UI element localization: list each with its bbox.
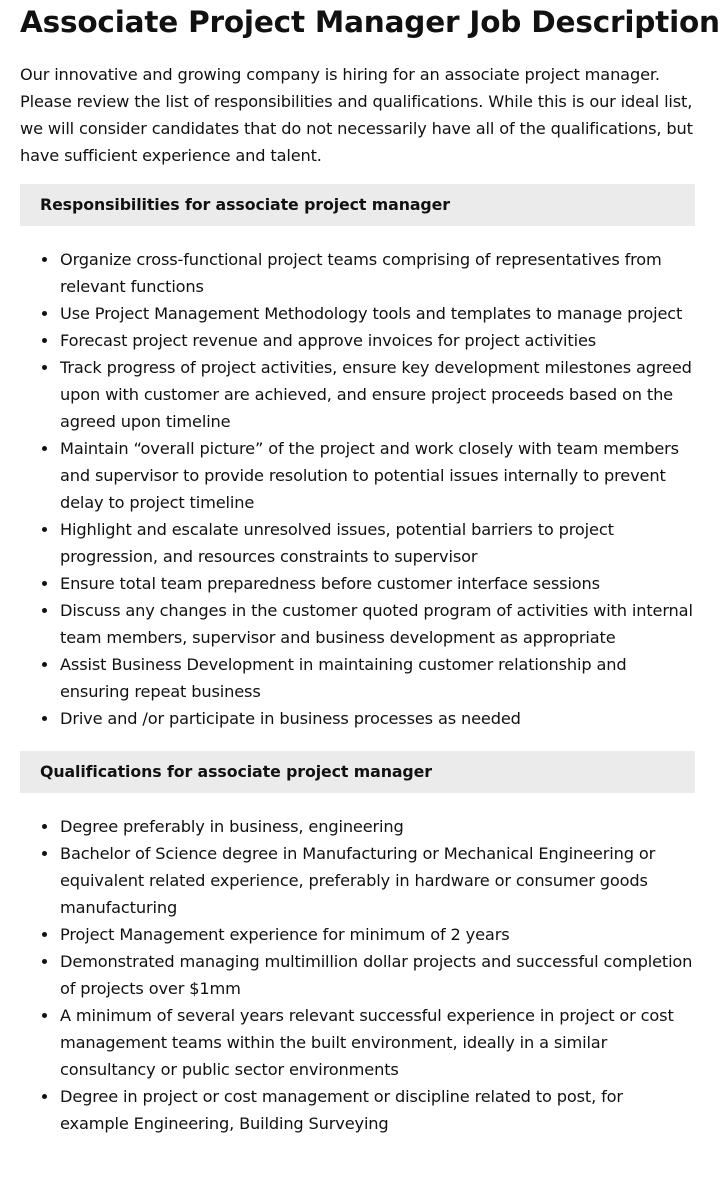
page-title: Associate Project Manager Job Description — [20, 5, 720, 39]
responsibility-item: Use Project Management Methodology tools and templates to manage project — [20, 300, 695, 327]
qualification-item: Degree preferably in business, engineering — [20, 813, 695, 840]
responsibilities-heading: Responsibilities for associate project manager — [20, 184, 695, 226]
responsibility-item: Forecast project revenue and approve invoices for project activities — [20, 327, 695, 354]
qualification-item: A minimum of several years relevant successful experience in project or cost management teams within the built environment, ideally in a similar consultancy or public sector environments — [20, 1002, 695, 1083]
responsibility-item: Ensure total team preparedness before customer interface sessions — [20, 570, 695, 597]
responsibility-item: Highlight and escalate unresolved issues, potential barriers to project progression, and resources constraints to supervisor — [20, 516, 695, 570]
qualification-item: Degree in project or cost management or discipline related to post, for example Engineering, Building Surveying — [20, 1083, 695, 1137]
qualification-item: Bachelor of Science degree in Manufacturing or Mechanical Engineering or equivalent related experience, preferably in hardware or consumer goods manufacturing — [20, 840, 695, 921]
responsibility-item: Organize cross-functional project teams comprising of representatives from relevant functions — [20, 246, 695, 300]
responsibility-item: Assist Business Development in maintaining customer relationship and ensuring repeat business — [20, 651, 695, 705]
responsibility-item: Drive and /or participate in business processes as needed — [20, 705, 695, 732]
responsibility-item: Discuss any changes in the customer quoted program of activities with internal team members, supervisor and business development as appropriate — [20, 597, 695, 651]
qualifications-heading: Qualifications for associate project manager — [20, 751, 695, 793]
qualification-item: Demonstrated managing multimillion dollar projects and successful completion of projects over $1mm — [20, 948, 695, 1002]
qualifications-list — [20, 813, 695, 1137]
responsibility-item: Track progress of project activities, ensure key development milestones agreed upon with customer are achieved, and ensure project proceeds based on the agreed upon timeline — [20, 354, 695, 435]
responsibilities-list — [20, 246, 695, 732]
responsibility-item: Maintain “overall picture” of the project and work closely with team members and supervisor to provide resolution to potential issues internally to prevent delay to project timeline — [20, 435, 695, 516]
qualification-item: Project Management experience for minimum of 2 years — [20, 921, 695, 948]
intro-paragraph: Our innovative and growing company is hiring for an associate project manager. Please review the list of responsibilities and qualifications. While this is our ideal list, we will consider candidates that do not necessarily have all of the qualifications, but have sufficient experience and talent. — [20, 65, 693, 165]
